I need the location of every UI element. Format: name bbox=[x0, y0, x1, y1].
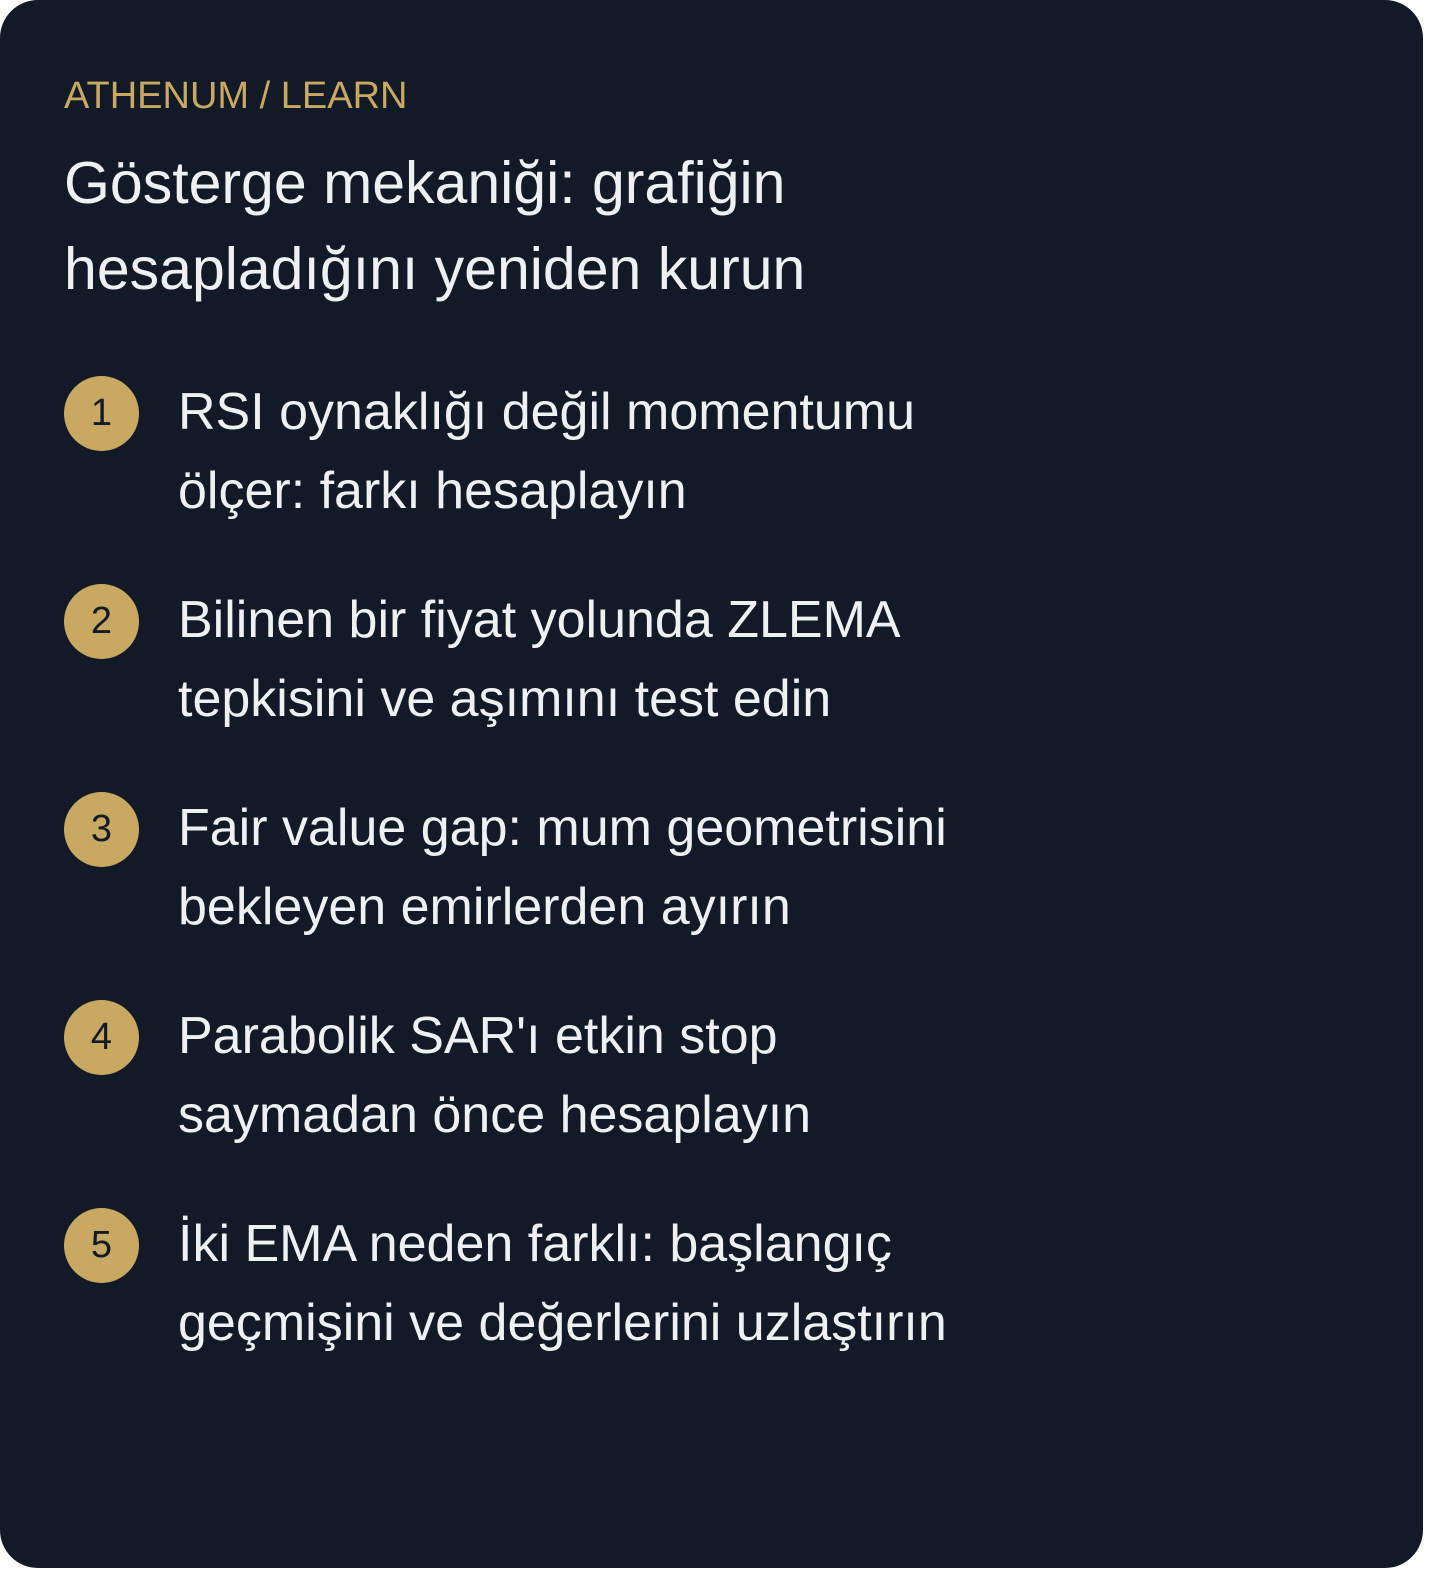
step-text: Parabolik SAR'ı etkin stop saymadan önce hesaplayın bbox=[178, 1007, 812, 1144]
step-text: Bilinen bir fiyat yolunda ZLEMA tepkisini ve aşımını test edin bbox=[178, 591, 898, 728]
breadcrumb[interactable]: ATHENUM / LEARN bbox=[64, 75, 408, 117]
step-text: İki EMA neden farklı: başlangıç geçmişini ve değerlerini uzlaştırın bbox=[178, 1215, 947, 1352]
step-number-badge: 4 bbox=[64, 1000, 139, 1075]
step-text: RSI oynaklığı değil momentumu ölçer: farkı hesaplayın bbox=[178, 383, 916, 520]
list-item-step-5[interactable] bbox=[64, 1204, 1064, 1363]
step-number-badge: 2 bbox=[64, 584, 139, 659]
list-item-step-2[interactable] bbox=[64, 580, 1064, 739]
step-text: Fair value gap: mum geometrisini bekleyen emirlerden ayırın bbox=[178, 799, 947, 936]
list-item-step-3[interactable] bbox=[64, 788, 1064, 947]
page-title: Gösterge mekaniği: grafiğin hesapladığını yeniden kurun bbox=[64, 150, 806, 302]
steps-list bbox=[64, 372, 1064, 1412]
step-number-badge: 3 bbox=[64, 792, 139, 867]
step-number-badge: 1 bbox=[64, 376, 139, 451]
list-item-step-1[interactable] bbox=[64, 372, 1064, 531]
list-item-step-4[interactable] bbox=[64, 996, 1064, 1155]
step-number-badge: 5 bbox=[64, 1208, 139, 1283]
